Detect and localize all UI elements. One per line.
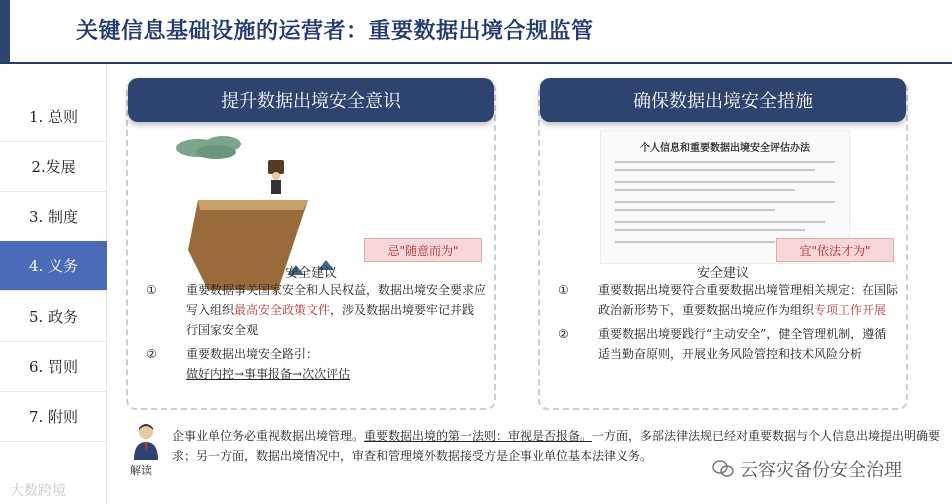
list-item (142, 280, 486, 340)
item-number: ② (146, 347, 157, 361)
watermark-left: 大数跨境 (10, 483, 66, 499)
avoid-tag: 忌"随意而为" (364, 238, 482, 262)
doc-line (615, 181, 835, 183)
footer-text-part: 企事业单位务必重视数据出境管理。 (172, 429, 365, 443)
list-item (554, 280, 898, 320)
sidebar-item-general[interactable]: 1. 总则 (0, 92, 107, 142)
page-title: 关键信息基础设施的运营者：重要数据出境合规监管 (76, 19, 594, 44)
doc-line (615, 189, 795, 191)
section-title: 安全建议 (284, 266, 337, 281)
list-item (554, 324, 898, 364)
item-number: ① (146, 283, 157, 297)
item-text (586, 280, 898, 320)
item-number: ② (558, 327, 569, 341)
awareness-card-banner: 提升数据出境安全意识 (128, 78, 494, 122)
footer-text-part: 一方面，多部法律法规已经对重要数据与个人信息出境提出明确要求；另一方面，数据出境情况中，审查和管理境外数据接受方是企事业单位基本法律义务。 (172, 429, 941, 463)
advice-tag: 宜"依法才为" (776, 238, 894, 262)
header-divider (0, 62, 952, 64)
header (0, 0, 952, 62)
header-accent-bar (0, 0, 10, 62)
item-text (174, 344, 486, 384)
item-highlight: 专项工作开展 (814, 303, 887, 317)
doc-line (615, 221, 825, 223)
sidebar-item-government[interactable]: 5. 政务 (0, 292, 107, 342)
item-text: 重要数据出境要践行“主动安全”，健全管理机制，遵循适当勤奋原则，开展业务风险管控和技术风险分析 (598, 327, 887, 361)
sidebar-item-development[interactable]: 2.发展 (0, 142, 107, 192)
doc-line (615, 241, 775, 243)
item-underline: 做好内控→事事报备→次次评估 (186, 367, 351, 381)
suggestion-list (554, 280, 898, 368)
watermark-right-text: 云容灾备份安全治理 (740, 460, 902, 481)
doc-line (615, 201, 835, 203)
suggestion-list (142, 280, 486, 388)
presenter-icon (126, 422, 166, 462)
document-title: 个人信息和重要数据出境安全评估办法 (640, 143, 810, 154)
sidebar-item-obligations[interactable]: 4. 义务 (0, 241, 107, 291)
footer-underline: 重要数据出境的第一法则：审视是否报备。 (364, 429, 593, 443)
doc-line (615, 229, 805, 231)
sidebar-item-penalties[interactable]: 6. 罚则 (0, 342, 107, 392)
measures-card-banner: 确保数据出境安全措施 (540, 78, 906, 122)
item-text-part: ，涉及数据出境要牢记并践行国家安全观 (186, 303, 475, 337)
awareness-card (126, 80, 496, 410)
sidebar-nav (0, 64, 107, 504)
interpretation-label: 解读 (130, 464, 152, 477)
item-highlight: 最高安全政策文件 (234, 303, 331, 317)
wechat-icon (712, 460, 734, 478)
sidebar-item-system[interactable]: 3. 制度 (0, 192, 107, 242)
item-number: ① (558, 283, 569, 297)
list-item (142, 344, 486, 384)
doc-line (615, 169, 815, 171)
watermark-right (712, 456, 902, 482)
sidebar-item-supplementary[interactable]: 7. 附则 (0, 392, 107, 442)
doc-line (615, 209, 775, 211)
doc-line (615, 161, 835, 163)
section-title: 安全建议 (696, 266, 749, 281)
item-text-part: 重要数据出境要符合重要数据出境管理相关规定：在国际政治新形势下，重要数据出境应作为组织 (598, 283, 899, 317)
item-text (174, 280, 486, 340)
item-text-part: 重要数据事关国家安全和人民权益，数据出境安全要求应写入组织 (186, 283, 487, 317)
measures-card (538, 80, 908, 410)
item-text-part: 重要数据出境安全路引： (186, 347, 319, 361)
